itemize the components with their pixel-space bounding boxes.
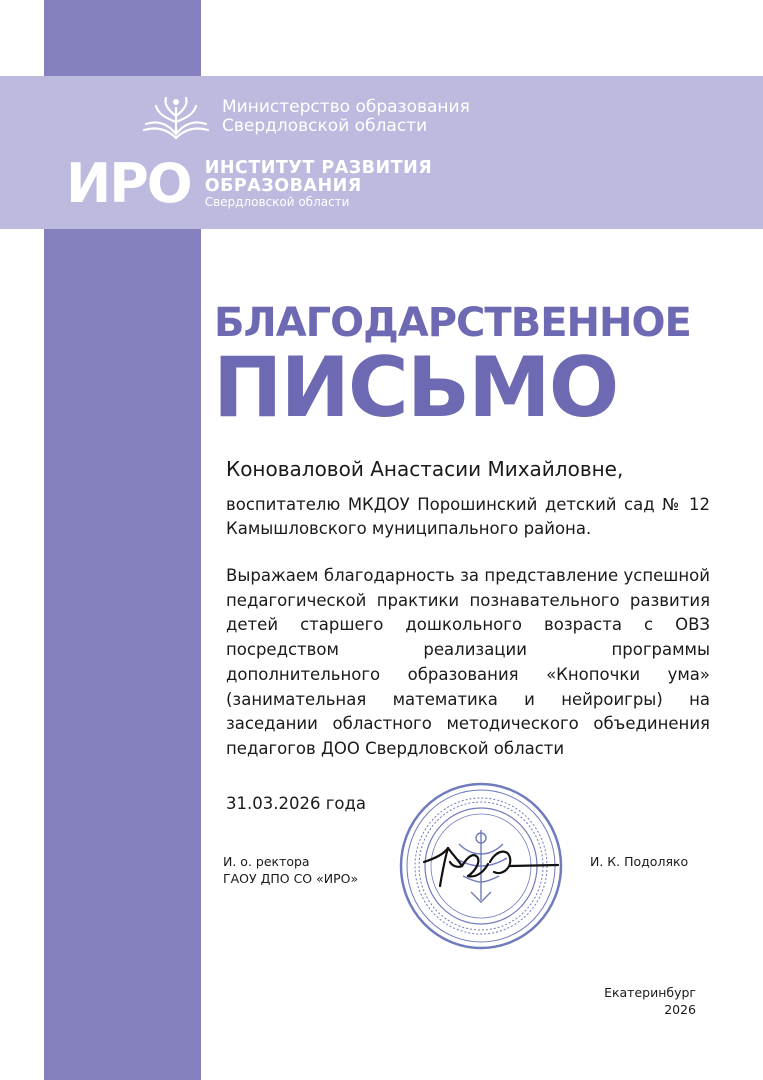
iro-abbreviation: ИРО [66,152,191,215]
institute-name-line1: ИНСТИТУТ РАЗВИТИЯ [204,158,433,178]
signatory-title-line1: И. о. ректора [223,854,310,869]
signatory-name: И. К. Подоляко [590,854,689,869]
title-line1: БЛАГОДАРСТВЕННОЕ [214,300,691,346]
institute-name-line3: Свердловской области [204,195,350,209]
letter-date: 31.03.2026 года [226,794,367,813]
tree-book-icon [140,94,212,140]
iro-logo [66,154,432,214]
footer-city: Екатеринбург [604,985,696,1000]
signatory-title [223,853,358,887]
letter-body: Выражаем благодарность за представление успешной педагогической практики познавательного развития детей старшего дошкольного возраста с ОВЗ посредством реализации программы дополнительного образования «Кнопочки ума» (занимательная математика и нейроигры) на заседании областного методического объединения педагогов ДОО Свердловской области [226,566,710,758]
ministry-name-line2: Свердловской области [222,116,428,136]
title-line2: ПИСЬМО [213,339,618,436]
ministry-logo [140,94,470,140]
ministry-name-line1: Министерство образования [222,97,470,117]
signatory-title-line2: ГАОУ ДПО СО «ИРО» [223,871,359,886]
footer-place-date [560,984,696,1018]
recipient-name: Коноваловой Анастасии Михайловне, [226,457,624,481]
handwritten-signature [418,832,563,892]
institute-name-line2: ОБРАЗОВАНИЯ [204,176,362,196]
footer-year: 2026 [664,1002,696,1017]
recipient-position: воспитателю МКДОУ Порошинский детский сад № 12 Камышловского муниципального района. [226,495,710,538]
